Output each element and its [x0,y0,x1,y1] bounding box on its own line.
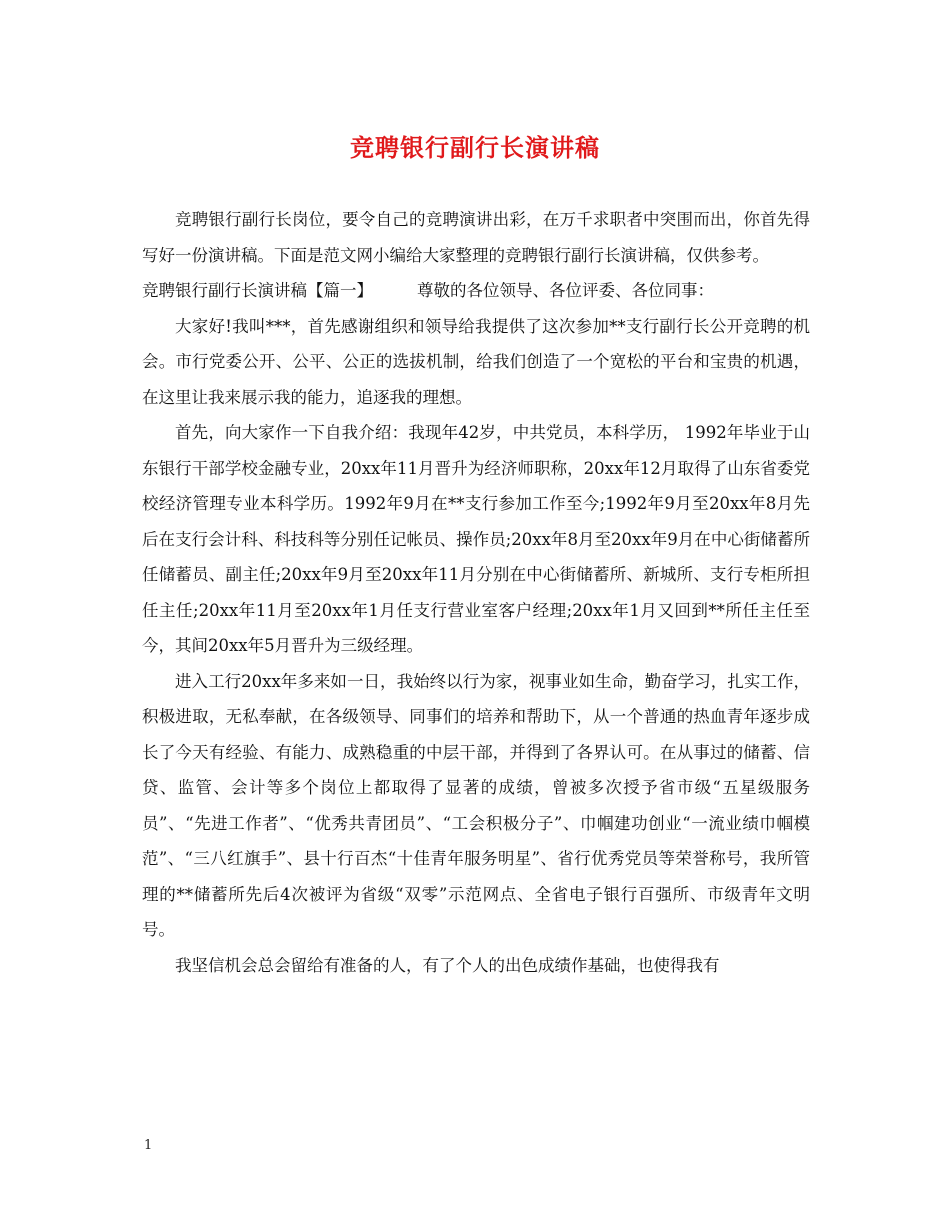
section-heading-line [142,273,810,309]
document-title: 竞聘银行副行长演讲稿 [350,133,600,162]
paragraph-self-introduction: 首先，向大家作一下自我介绍：我现年42岁，中共党员，本科学历， 1992年毕业于山东银行干部学校金融专业，20xx年11月晋升为经济师职称，20xx年12月取得了山东省委党校经济管理专业本科学历。1992年9月在**支行参加工作至今;1992年9月至20xx年8月先后在支行会计科、科技科等分别任记帐员、操作员;20xx年8月至20xx年9月在中心街储蓄所任储蓄员、副主任;20xx年9月至20xx年11月分别在中心街储蓄所、新城所、支行专柜所担任主任;20xx年11月至20xx年1月任支行营业室客户经理;20xx年1月又回到**所任主任至今，其间20xx年5月晋升为三级经理。 [142,423,810,655]
section-heading: 竞聘银行副行长演讲稿【篇一】 [142,281,373,300]
salutation: 尊敬的各位领导、各位评委、各位同事： [417,281,714,300]
intro-paragraph: 竞聘银行副行长岗位，要令自己的竞聘演讲出彩，在万千求职者中突围而出，你首先得写好一份演讲稿。下面是范文网小编给大家整理的竞聘银行副行长演讲稿，仅供参考。 [142,210,810,265]
paragraph-achievements: 进入工行20xx年多来如一日，我始终以行为家，视事业如生命，勤奋学习，扎实工作，积极进取，无私奉献，在各级领导、同事们的培养和帮助下，从一个普通的热血青年逐步成长了今天有经验、有能力、成熟稳重的中层干部，并得到了各界认可。在从事过的储蓄、信贷、监管、会计等多个岗位上都取得了显著的成绩，曾被多次授予省市级“五星级服务员”、“先进工作者”、“优秀共青团员”、“工会积极分子”、巾帼建功创业“一流业绩巾帼模范”、“三八红旗手”、县十行百杰“十佳青年服务明星”、省行优秀党员等荣誉称号，我所管理的**储蓄所先后4次被评为省级“双零”示范网点、全省电子银行百强所、市级青年文明号。 [142,671,810,939]
paragraph-greeting: 大家好!我叫***，首先感谢组织和领导给我提供了这次参加**支行副行长公开竞聘的机会。市行党委公开、公平、公正的选拔机制，给我们创造了一个宽松的平台和宝贵的机遇，在这里让我来展示我的能力，追逐我的理想。 [142,316,810,407]
paragraph-continuation: 我坚信机会总会留给有准备的人，有了个人的出色成绩作基础，也使得我有 [175,955,720,975]
page-number: 1 [144,1138,153,1153]
document-body [142,202,810,983]
